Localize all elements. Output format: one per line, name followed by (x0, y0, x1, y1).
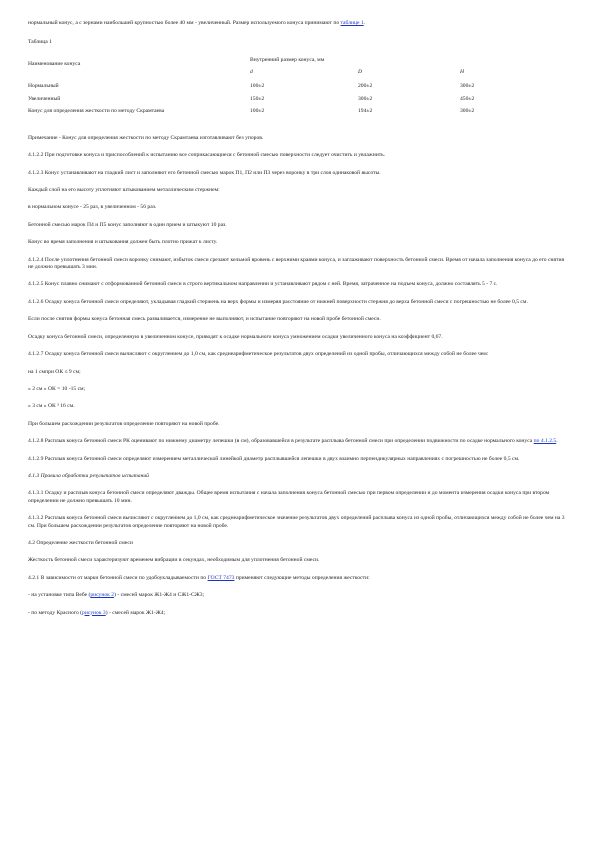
heading-4-1-3: 4.1.3 Правила обработки результатов испытаний (28, 472, 149, 479)
intro-tail: . (363, 20, 366, 26)
para-4-1-2-8-tail: . (556, 438, 558, 445)
table-row-enlarged-name: Увеличенный (28, 95, 61, 102)
para-stiffness: Жесткость бетонной смеси характеризуют временем вибрации в секундах, необходимым для уплотнения бетонной смеси. (28, 557, 320, 564)
para-4-2-1-text: 4.2.1 В зависимости от марки бетонной смеси по удобоукладываемости по (28, 574, 208, 581)
table-row-normal-H: 300±2 (460, 82, 475, 89)
vebe-text: - на установке типа Вебе ( (28, 592, 91, 599)
figure-3-link[interactable]: рисунок 3 (82, 609, 106, 616)
krasny-text: - по методу Красного ( (28, 609, 83, 616)
table-row-skramtaev-D: 194±2 (358, 107, 373, 114)
para-4-1-2-2: 4.1.2.2 При подготовке конуса и приспособлений к испытанию все соприкасающиеся с бетонной смесью поверхности следует очистить и увлажнить. (28, 152, 386, 159)
table-1-link[interactable]: таблице 1 (340, 20, 364, 26)
para-4-1-2-8-text: 4.1.2.8 Расплыв конуса бетонной смеси РК оценивают по нижнему диаметру лепешки (в см), образовавшейся в результате расплыва бетонной смеси при определении подвижности по осадке нормального конуса (28, 438, 534, 445)
para-press-cone: Конус во время заполнения и штыкования должен быть плотно прижат к листу. (28, 239, 218, 246)
para-coefficient: Осадку конуса бетонной смеси, определенную в увеличенном конусе, приводят к осадке нормального конуса умножением осадки увеличенного конуса на коэффициент 0,67. (28, 333, 443, 340)
limit-line-3: » 3 см » ОК ³ 16 см. (28, 403, 75, 410)
para-4-1-2-9: 4.1.2.9 Расплыв конуса бетонной смеси определяют измерением металлической линейкой диаметр расплывшейся лепешки в двух взаимно перпендикулярных направлениях с погрешностью не более 0,5 см. (28, 455, 520, 462)
figure-2-link[interactable]: рисунок 2 (90, 592, 115, 599)
table-row-skramtaev-d: 100±2 (250, 107, 265, 114)
table-col-header-D: D (358, 68, 363, 75)
table-col-header-d: d (250, 68, 253, 75)
table-row-normal-D: 200±2 (358, 82, 373, 89)
para-4-1-3-2: 4.1.3.2 Расплыв конуса бетонной смеси вычисляют с округлением до 1,0 см, как среднеарифметическое значение результатов двух определений расплыва конуса из одной пробы, отличающихся между собой не более чем на 3 см. При большем расхождении результатов определение повторяют на новой пробе. (28, 515, 565, 529)
intro-paragraph (28, 20, 568, 27)
table-row-skramtaev-H: 300±2 (460, 107, 475, 114)
cone-size-table (28, 57, 568, 133)
limit-line-1: на 1 смпри ОК ≤ 9 см; (28, 368, 81, 375)
clause-4-1-2-5-link[interactable]: по 4.1.2.5 (533, 438, 557, 445)
table-row-normal-d: 100±2 (250, 82, 265, 89)
list-item-krasny (28, 610, 568, 617)
para-4-1-2-8 (28, 438, 568, 445)
document-page (28, 16, 568, 617)
table-col-header-name: Наименование конуса (28, 60, 81, 67)
table-group-header: Внутренний размер конуса, мм (250, 56, 325, 63)
heading-4-2: 4.2 Определение жесткости бетонной смеси (28, 539, 133, 546)
para-4-1-2-3: 4.1.2.3 Конус устанавливают на гладкий лист и заполняют его бетонной смесью марок П1, П2 или П3 через воронку в три слоя одинаковой высоты. (28, 169, 381, 176)
para-layer-compaction: Каждый слой на его высоту уплотняют штыкованием металлическим стержнем: (28, 187, 220, 194)
para-rodding-count: в нормальном конусе - 25 раз, в увеличенном - 56 раз. (28, 204, 157, 211)
intro-text: нормальный конус, а с зернами наибольшей крупностью более 40 мм - увеличенный. Размер используемого конуса принимают по (28, 20, 341, 26)
table-note: Примечание - Конус для определения жесткости по методу Скрамтаева изготавливают без упоров. (28, 134, 264, 141)
table-col-header-H: H (460, 68, 465, 75)
table-caption: Таблица 1 (28, 39, 52, 46)
limit-line-2: » 2 см » ОК = 10 -15 см; (28, 385, 86, 392)
para-4-2-1-tail: применяют следующие методы определения жесткости: (234, 574, 370, 581)
table-row-enlarged-H: 450±2 (460, 95, 475, 102)
para-repeat: При большем расхождении результатов определение повторяют на новой пробе. (28, 420, 220, 427)
para-4-1-2-4: 4.1.2.4 После уплотнения бетонной смеси воронку снимают, избыток смеси срезают кельмой вровень с верхними краями конуса, и заглаживают поверхность бетонной смеси. Время от начала заполнения конуса до его снятия не должно превышать 3 мин. (28, 256, 565, 271)
table-row-normal-name: Нормальный (28, 82, 59, 89)
krasny-tail: ) - смесей марок Ж1-Ж4; (105, 609, 166, 616)
para-4-1-3-1: 4.1.3.1 Осадку и расплыв конуса бетонной смеси определяют дважды. Общее время испытания с начала заполнения конуса бетонной смесью при первом определении и до момента измерения осадки конуса при втором определении не должно превышать 10 мин. (28, 490, 550, 504)
table-row-skramtaev-name: Конус для определения жесткости по методу Скрамтаева (28, 107, 165, 114)
gost-7473-link[interactable]: ГОСТ 7473 (207, 574, 235, 581)
para-4-1-2-7: 4.1.2.7 Осадку конуса бетонной смеси вычисляют с округлением до 1,0 см, как среднеарифметическое результатов двух определений из одной пробы, отличающихся между собой не более чем: (28, 351, 489, 358)
vebe-tail: ) - смесей марок Ж1-Ж4 и СЖ1-СЖ3; (114, 592, 205, 599)
para-4-1-2-6: 4.1.2.6 Осадку конуса бетонной смеси определяют, укладывая гладкий стержень на верх формы и измеряя расстояние от нижней поверхности стержня до верха бетонной смеси с погрешностью не более 0,5 см. (28, 298, 528, 305)
para-collapse: Если после снятия формы конуса бетонная смесь разваливается, измерение не выполняют, и испытание повторяют на новой пробе бетонной смеси. (28, 316, 381, 323)
list-item-vebe (28, 592, 568, 599)
para-4-1-2-5: 4.1.2.5 Конус плавно снимают с отформованной бетонной смеси в строго вертикальном направлении и устанавливают рядом с ней. Время, затраченное на подъем конуса, должно составлять 5 - 7 с. (28, 281, 498, 288)
para-4-2-1 (28, 575, 568, 582)
para-p4-p5: Бетонной смесью марок П4 и П5 конус заполняют в один прием и штыкуют 10 раз. (28, 221, 227, 228)
table-row-enlarged-D: 300±2 (358, 95, 373, 102)
table-row-enlarged-d: 150±2 (250, 95, 265, 102)
